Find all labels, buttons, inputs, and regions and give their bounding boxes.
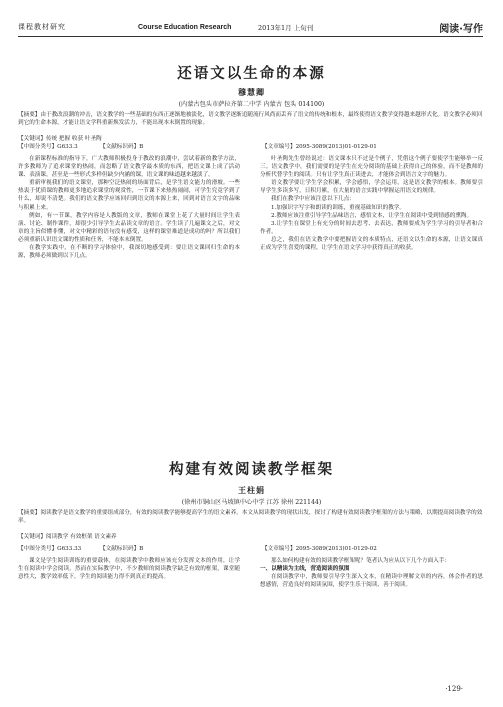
article2-affiliation: (徐州市铜山区马坡镇中心中学 江苏 徐州 221144) [181,499,322,506]
article2-doc-code: 【文献标识码】B [100,546,144,552]
article1-keywords: 【关键词】传统 把握 收获 叶圣陶 [18,136,102,142]
header-rule [18,36,483,37]
journal-section: 课程教材研究 [18,23,66,31]
article1-affiliation: (内蒙古包头市萨拉齐第二中学 内蒙古 包头 014100) [178,101,325,108]
paragraph: 那么如何构建有效的阅读教学框架呢？笔者认为应从以下几个方面入手： [271,558,451,564]
paragraph: 重新审视我们的语文课堂，那种空泛热闹的场面背后，是学生语文能力的滑坡。一些热衷于优质课的教师更多地追求课堂的观赏性，一节课下来热热闹闹，可学生究竟学到了什么，却说不清楚。我们的语文教学应该回归到语文的本源上来，回到对语言文字的品味与积累上来。 [18,180,240,211]
article2-left-column [18,557,240,679]
article1-abstract: 【摘要】由于教改浪潮的冲击，语文教学的一些基础的东西正逐渐地被淡化，语文教学逐渐追随流行风尚而丢弃了语文的传统和根本，最终使得语文教学变得越来越形式化。语文教学必须回到它的生命本源，才能让语文学科重新焕发活力，不能出现本末倒置的现象。 [18,112,483,126]
paragraph: 在教学实践中，在不断的学习体验中，我深切地感受到：要让语文课回归生命的本源，教师必须做到以下几点。 [18,245,240,260]
article2-article-no: 【文章编号】2095-3089(2013)01-0129-02 [262,546,377,552]
article1-left-column [18,155,240,423]
column-name: 阅读·写作 [439,23,483,35]
article1-title: 还语文以生命的本源 [177,65,326,82]
article2-author: 王柱娟 [238,485,265,495]
article1-author: 穆慧卿 [238,87,265,97]
paragraph: 在新课程标准的指导下，广大教师积极投身于教改的浪潮中，尝试着新的教学方法，许多教师为了追求课堂的热闹，而忽略了语文教学最本质的东西，把语文课上成了活动课、表演课，甚至是一些形式多样但缺少内涵的课，语文课的味道越来越淡了。 [18,156,240,179]
article1-right-column [260,155,483,423]
paragraph: 在阅读教学中，教师要引导学生深入文本，在精读中理解文章的内容，体会作者的思想感情，营造良好的阅读氛围，使学生乐于阅读、善于阅读。 [260,574,483,589]
article2-title: 构建有效阅读教学框架 [169,461,334,478]
article1-clc: 【中图分类号】G633.3 [18,144,78,150]
journal-name-english: Course Education Research [138,23,232,31]
list-item: 1.加强识字写字和朗读的训练，重视基础知识的教学。 [271,204,405,211]
article1-doc-code: 【文献标识码】B [100,144,144,150]
paragraph: 叶圣陶先生曾经说过：语文课本只不过是个例子，凭借这个例子要使学生能够举一反三。语文教学中，我们需要的是学生在充分阅读的基础上获得自己的体验，而不是教师的分析代替学生的阅读。只有让学生真正读进去，才能体会到语言文字的魅力。 [260,156,483,179]
paragraph: 语文教学要让学生学会积累，学会感悟，学会运用，这是语文教学的根本。教师要引导学生多读多写，日积月累，在大量的语言实践中掌握运用语文的规律。 [260,180,483,195]
article2-keywords: 【关键词】阅读教学 有效框架 语文素养 [18,534,117,540]
section-heading: 一、以精读为主线，营造阅读的氛围 [260,566,350,573]
issue-date: 2013年1月 上旬刊 [258,23,314,32]
paragraph: 我们在教学中应该注意以下几点： [271,196,355,203]
article1-article-no: 【文章编号】2095-3089(2013)01-0129-01 [262,144,377,150]
paragraph: 总之，我们在语文教学中要把握语文的本质特点，还语文以生命的本源，让语文课真正成为学生喜爱的课程，让学生在语文学习中获得真正的收获。 [260,236,483,252]
article2-right-column [260,557,483,679]
article2-abstract: 【摘要】阅读教学是语文教学的重要组成部分，有效的阅读教学能够提高学生的语文素养。本文从阅读教学的现状出发，探讨了构建有效阅读教学框架的方法与策略，以期提高阅读教学的效率。 [18,510,483,524]
paragraph: 课文是学生阅读训练的重要载体，在阅读教学中教师应该充分发挥文本的作用，让学生在阅读中学会阅读。然而在实际教学中，不少教师的阅读教学缺乏有效的框架，课堂随意性大，教学效率低下，学生的阅读能力得不到真正的提高。 [18,558,240,581]
list-item: 2.教师应该注重引导学生品味语言，感悟文本，让学生在阅读中受到情感的熏陶。 [271,212,473,219]
article2-clc: 【中图分类号】G633.33 [18,546,82,552]
page-number: ·129· [445,685,463,693]
list-item: 3.让学生在课堂上有充分的时间去思考、去表达，教师要成为学生学习的引导者和合作者。 [260,220,483,235]
running-header [18,20,483,34]
paragraph: 例如，有一节课，教学内容是人教版的文章，教师在课堂上花了大量时间让学生表演、讨论、制作课件，却很少引导学生去品读文章的语言。学生读了几遍课文之后，对文章的主旨似懂非懂，对文中精彩的语句没有感受，这样的课堂难道是成功的吗？所以我们必须重新认识语文课的性质和任务，不能本末倒置。 [18,212,240,243]
